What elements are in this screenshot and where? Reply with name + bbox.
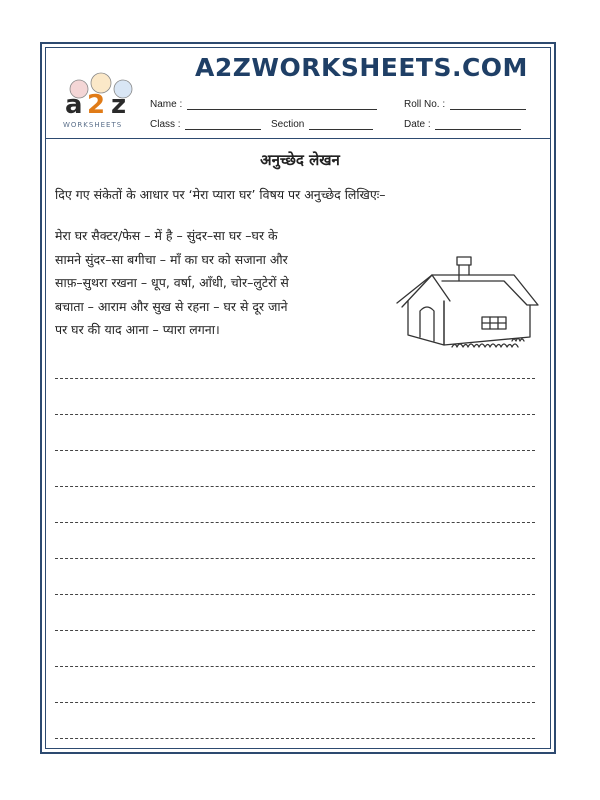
hint-line: सामने सुंदर–सा बगीचा – माँ का घर को सजाना और [55, 251, 288, 267]
svg-text:z: z [111, 90, 127, 120]
name-row [150, 99, 377, 110]
writing-line[interactable] [55, 450, 535, 451]
hint-line: साफ़–सुथरा रखना – धूप, वर्षा, आँधी, चोर–लुटेरों से [55, 275, 289, 291]
writing-line[interactable] [55, 522, 535, 523]
hint-line: पर घर की याद आना – प्यारा लगना। [55, 322, 220, 338]
roll-field[interactable] [450, 100, 526, 110]
class-field[interactable] [185, 120, 261, 130]
writing-line[interactable] [55, 558, 535, 559]
svg-text:WORKSHEETS: WORKSHEETS [63, 121, 123, 129]
instruction-text: दिए गए संकेतों के आधार पर ‘मेरा प्यारा घर’ विषय पर अनुच्छेद लिखिएः– [55, 187, 386, 202]
worksheet-header [45, 47, 551, 139]
class-row [150, 119, 261, 130]
section-label: Section [271, 119, 305, 130]
date-field[interactable] [435, 120, 521, 130]
section-field[interactable] [309, 120, 373, 130]
writing-line[interactable] [55, 594, 535, 595]
site-brand-title: A2ZWORKSHEETS.COM [195, 53, 528, 82]
section-row [271, 119, 373, 130]
date-row [404, 119, 521, 130]
writing-line[interactable] [55, 378, 535, 379]
date-label: Date : [404, 119, 431, 130]
writing-line[interactable] [55, 666, 535, 667]
svg-text:a: a [65, 90, 83, 120]
name-label: Name : [150, 99, 183, 110]
hint-line: बचाता – आराम और सुख से रहना – घर से दूर जाने [55, 298, 288, 314]
svg-text:2: 2 [87, 90, 106, 120]
hint-paragraph [55, 224, 385, 342]
writing-line[interactable] [55, 702, 535, 703]
house-illustration [392, 255, 542, 355]
worksheet-title: अनुच्छेद लेखन [260, 151, 340, 169]
name-field[interactable] [187, 100, 377, 110]
writing-line[interactable] [55, 414, 535, 415]
a2z-logo [57, 67, 145, 131]
writing-line[interactable] [55, 630, 535, 631]
class-label: Class : [150, 119, 181, 130]
roll-label: Roll No. : [404, 99, 446, 110]
roll-row [404, 99, 526, 110]
writing-line[interactable] [55, 486, 535, 487]
hint-line: मेरा घर सैक्टर/फेस – में है – सुंदर–सा घर –घर के [55, 228, 278, 243]
writing-line[interactable] [55, 738, 535, 739]
